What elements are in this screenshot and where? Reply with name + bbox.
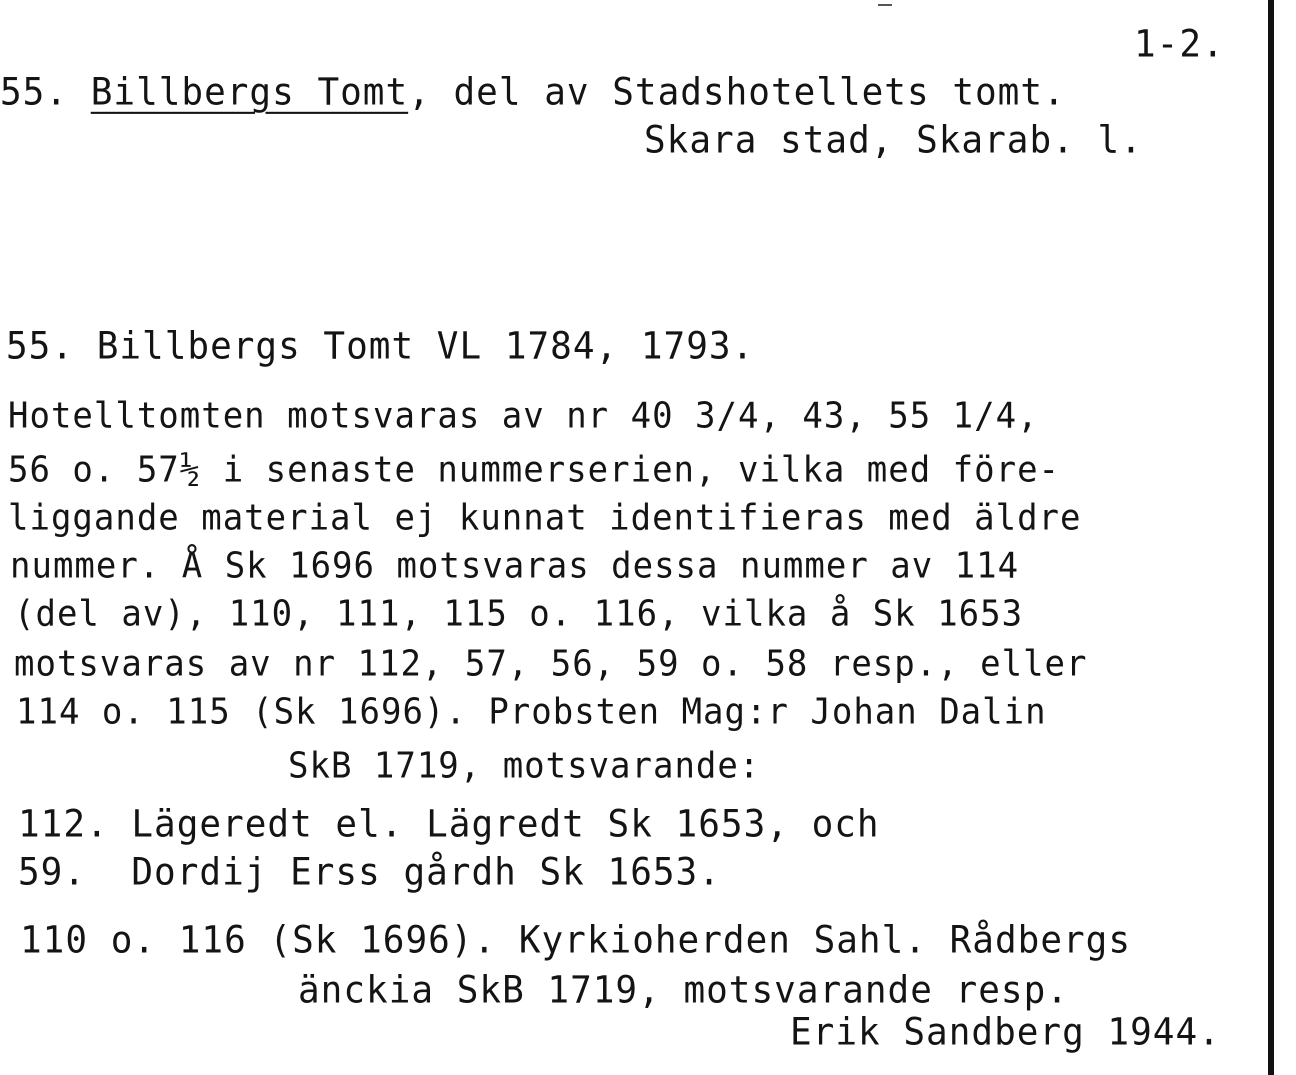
body-line: 114 o. 115 (Sk 1696). Probsten Mag:r Johan Dalin	[16, 690, 1047, 733]
body-line: Hotelltomten motsvaras av nr 40 3/4, 43, 55 1/4,	[8, 394, 1039, 437]
entry-title: 55. Billbergs Tomt VL 1784, 1793.	[6, 324, 755, 368]
body-line: liggande material ej kunnat identifieras med äldre	[8, 496, 1082, 539]
heading	[0, 70, 1066, 114]
list-item: 112. Lägeredt el. Lägredt Sk 1653, och	[18, 802, 880, 846]
card-edge-line	[1268, 0, 1274, 1075]
body-line: nummer. Å Sk 1696 motsvaras dessa nummer av 114	[10, 544, 1020, 587]
top-mark	[878, 4, 892, 6]
list-item: 59. Dordij Erss gårdh Sk 1653.	[18, 850, 721, 894]
heading-number: 55.	[0, 70, 69, 114]
location: Skara stad, Skarab. l.	[644, 118, 1143, 162]
skb-line: änckia SkB 1719, motsvarande resp.	[298, 968, 1069, 1012]
body-line: 56 o. 57½ i senaste nummerserien, vilka med före-	[8, 448, 1061, 491]
skb-line: SkB 1719, motsvarande:	[288, 744, 761, 787]
page-number: 1-2.	[1134, 22, 1225, 66]
body-line: motsvaras av nr 112, 57, 56, 59 o. 58 resp., eller	[14, 642, 1088, 685]
heading-rest: , del av Stadshotellets tomt.	[408, 70, 1066, 114]
heading-name: Billbergs Tomt	[90, 70, 409, 114]
para2-line: 110 o. 116 (Sk 1696). Kyrkioherden Sahl. Rådbergs	[20, 918, 1132, 962]
body-line: (del av), 110, 111, 115 o. 116, vilka å Sk 1653	[14, 592, 1024, 635]
signature: Erik Sandberg 1944.	[790, 1010, 1221, 1054]
